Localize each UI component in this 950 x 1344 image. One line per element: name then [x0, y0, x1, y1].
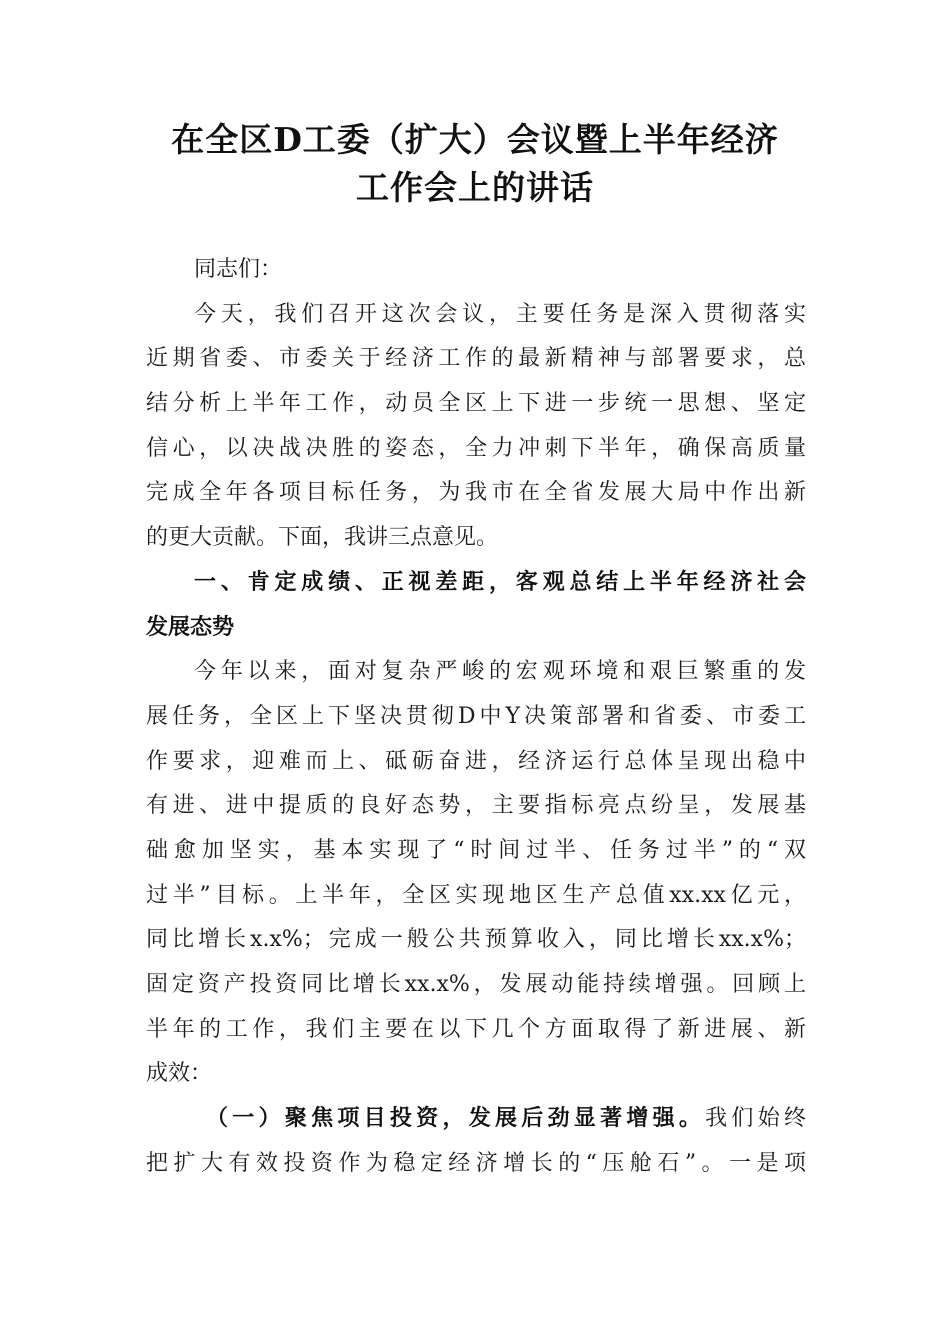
paragraph-line: 把扩大有效投资作为稳定经济增长的“压舱石”。一是项	[146, 1150, 806, 1176]
paragraph-line: 有进、进中提质的良好态势，主要指标亮点纷呈，发展基	[146, 793, 806, 819]
paragraph-line: 今天，我们召开这次会议，主要任务是深入贯彻落实	[194, 301, 806, 327]
section-heading-line: 发展态势	[146, 614, 235, 640]
paragraph-line: 作要求，迎难而上、砥砺奋进，经济运行总体呈现出稳中	[146, 748, 806, 774]
document-body	[146, 248, 806, 1186]
paragraph-line: 结分析上半年工作，动员全区上下进一步统一思想、坚定	[146, 391, 806, 417]
section-heading-line: 一、肯定成绩、正视差距，客观总结上半年经济社会	[194, 569, 806, 595]
subsection-heading: （一）聚焦项目投资，发展后劲显著增强。	[206, 1106, 706, 1132]
paragraph-line: 近期省委、市委关于经济工作的最新精神与部署要求，总	[146, 346, 806, 372]
paragraph-line: 过半”目标。上半年，全区实现地区生产总值xx.xx亿元，	[146, 882, 806, 908]
paragraph-line: 成效：	[146, 1061, 213, 1087]
paragraph-line: 固定资产投资同比增长xx.x%，发展动能持续增强。回顾上	[146, 972, 806, 997]
paragraph-line: 的更大贡献。下面，我讲三点意见。	[146, 525, 499, 551]
paragraph-line: 半年的工作，我们主要在以下几个方面取得了新进展、新	[146, 1016, 806, 1042]
paragraph-line: 信心，以决战决胜的姿态，全力冲刺下半年，确保高质量	[146, 435, 806, 461]
document-title-line-1: 在全区D工委（扩大）会议暨上半年经济	[171, 120, 779, 159]
paragraph-text: 我们始终	[705, 1106, 806, 1132]
salutation: 同志们：	[194, 257, 283, 282]
paragraph-line: 同比增长x.x%；完成一般公共预算收入，同比增长xx.x%；	[146, 927, 806, 953]
document-title-line-2: 工作会上的讲话	[356, 168, 594, 207]
paragraph-line: 今年以来，面对复杂严峻的宏观环境和艰巨繁重的发	[194, 659, 806, 685]
subsection-line	[146, 1097, 806, 1142]
paragraph-line: 展任务，全区上下坚决贯彻D中Y决策部署和省委、市委工	[146, 703, 806, 729]
paragraph-line: 完成全年各项目标任务，为我市在全省发展大局中作出新	[146, 480, 806, 506]
paragraph-line: 础愈加坚实，基本实现了“时间过半、任务过半”的“双	[146, 837, 806, 863]
